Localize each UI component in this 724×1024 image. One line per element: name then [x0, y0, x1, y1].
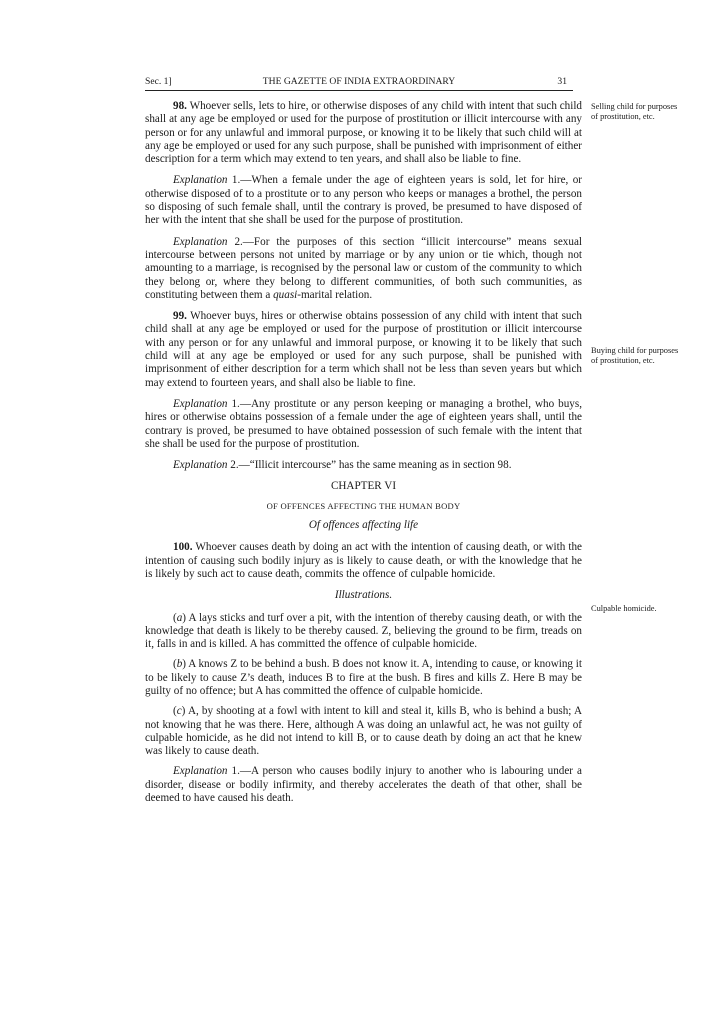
illustration-c: (c) A, by shooting at a fowl with intent to kill and steal it, kills B, who is behind a bush; A not knowing that he was there. Here, although A was doing an unlawful act, he was not guilty of culpable homicide, as he did not intend to kill B, or to cause death by doing an act that he knew was likely to cause death. — [145, 705, 582, 758]
explanation-label: Explanation — [173, 397, 228, 410]
explanation-label: Explanation — [173, 174, 228, 187]
header-section: Sec. 1] — [145, 76, 172, 87]
margin-note-section-100: Culpable homicide. — [591, 604, 657, 613]
explanation-label: Explanation — [173, 459, 228, 472]
chapter-title: CHAPTER VI — [330, 480, 397, 493]
page-header — [145, 76, 573, 91]
section-98-explanation-1 — [145, 174, 582, 227]
illustrations-heading: Illustrations. — [334, 589, 393, 602]
illustration-text: A lays sticks and turf over a pit, with the intention of thereby causing death, or with the knowledge that death is likely to be thereby caused. Z, believing the ground to be firm, treads on it, falls in and is killed. A has committed the offence of culpable homicide. — [145, 611, 582, 651]
page-body — [145, 100, 582, 813]
explanation-text: 1.—When a female under the age of eighteen years is sold, let for hire, or otherwise disposed of to a prostitute or to any person who keeps or manages a brothel, the person so disposing of such female shall, until the contrary is proved, be presumed to have disposed of her with the intent that she shall be used for the purpose of prostitution. — [145, 174, 582, 227]
explanation-text: 2.—For the purposes of this section “illicit intercourse” means sexual intercourse between persons not united by marriage or by any union or tie which, though not amounting to a marriage, is recognised by the personal law or custom of the community to which they belong or, where they belong to different communities, of both such communities, as constituting between them a — [145, 235, 582, 301]
chapter-subheading: Of offences affecting life — [308, 519, 419, 532]
header-page-number: 31 — [557, 76, 567, 87]
illustration-text: A, by shooting at a fowl with intent to kill and steal it, kills B, who is behind a bush; A not knowing that he was there. Here, although A was doing an unlawful act, he was not guilty of culpable homicide, as he did not intend to kill B, or to cause death by doing an act that he knew was likely to cause death. — [145, 705, 582, 758]
section-99-text: Whoever buys, hires or otherwise obtains possession of any child with intent that such child shall at any age be employed or used for the purpose of prostitution or illicit intercourse with any person or for any unlawful and immoral purpose, or knowing it to be likely that such child will at any age be employed or used for any such purpose, shall be punished with imprisonment of either description for a term which shall not be less than seven years but which may extend to fourteen years, and shall also be liable to fine. — [145, 310, 582, 389]
illustration-b: (b) A knows Z to be behind a bush. B does not know it. A, intending to cause, or knowing it to be likely to cause Z’s death, induces B to fire at the bush. B fires and kills Z. Here B may be guilty of no offence; but A has committed the offence of culpable homicide. — [145, 658, 582, 697]
header-title: THE GAZETTE OF INDIA EXTRAORDINARY — [262, 76, 456, 87]
section-100-text: Whoever causes death by doing an act with the intention of causing death, or with the intention of causing such bodily injury as is likely to cause death, or with the knowledge that he is likely by such act to cause death, commits the offence of culpable homicide. — [145, 541, 582, 580]
chapter-subtitle: OF OFFENCES AFFECTING THE HUMAN BODY — [266, 500, 461, 511]
illustration-label: b — [176, 658, 183, 671]
explanation-text: 2.—“Illicit intercourse” has the same meaning as in section 98. — [230, 459, 512, 472]
section-98-explanation-2 — [145, 236, 582, 302]
illustration-a: (a) A lays sticks and turf over a pit, with the intention of thereby causing death, or with the knowledge that death is likely to be thereby caused. Z, believing the ground to be firm, treads on it, falls in and is killed. A has committed the offence of culpable homicide. — [145, 611, 582, 651]
section-98-number: 98. — [173, 100, 187, 112]
explanation-label: Explanation — [173, 765, 228, 778]
section-98 — [145, 100, 582, 166]
margin-note-section-99: Buying child for purposes of prostitution, etc. — [591, 346, 679, 366]
section-99-number: 99. — [173, 310, 187, 323]
section-99-explanation-2 — [145, 459, 582, 472]
section-99 — [145, 310, 582, 390]
section-99-explanation-1 — [145, 398, 582, 451]
explanation-text-end: -marital relation. — [297, 288, 373, 301]
illustration-label: c — [176, 705, 182, 718]
explanation-label: Explanation — [173, 235, 228, 248]
section-98-text: Whoever sells, lets to hire, or otherwise disposes of any child with intent that such child shall at any age be employed or used for the purpose of prostitution or illicit intercourse with any person or for any unlawful and immoral purpose, or knowing it to be likely that such child will at any age be employed or used for any such purpose, shall be punished with imprisonment of either description for a term which may extend to ten years, and shall also be liable to fine. — [145, 100, 582, 166]
illustration-label: a — [176, 611, 183, 624]
explanation-text: 1.—Any prostitute or any person keeping or managing a brothel, who buys, hires or otherwise obtains possession of a female under the age of eighteen years shall, until the contrary is proved, be presumed to have obtained possession of such female with the intent that she shall be used for the purpose of prostitution. — [145, 397, 582, 450]
section-100-number: 100. — [173, 541, 193, 554]
explanation-text: 1.—A person who causes bodily injury to another who is labouring under a disorder, disease or bodily infirmity, and thereby accelerates the death of that other, shall be deemed to have caused his death. — [145, 765, 582, 805]
illustration-text: A knows Z to be behind a bush. B does not know it. A, intending to cause, or knowing it to be likely to cause Z’s death, induces B to fire at the bush. B fires and kills Z. Here B may be guilty of no offence; but A has committed the offence of culpable homicide. — [145, 658, 582, 697]
section-100 — [145, 541, 582, 581]
quasi-term: quasi — [273, 288, 298, 301]
section-100-explanation-1 — [145, 765, 582, 805]
margin-note-section-98: Selling child for purposes of prostitution, etc. — [591, 102, 678, 122]
